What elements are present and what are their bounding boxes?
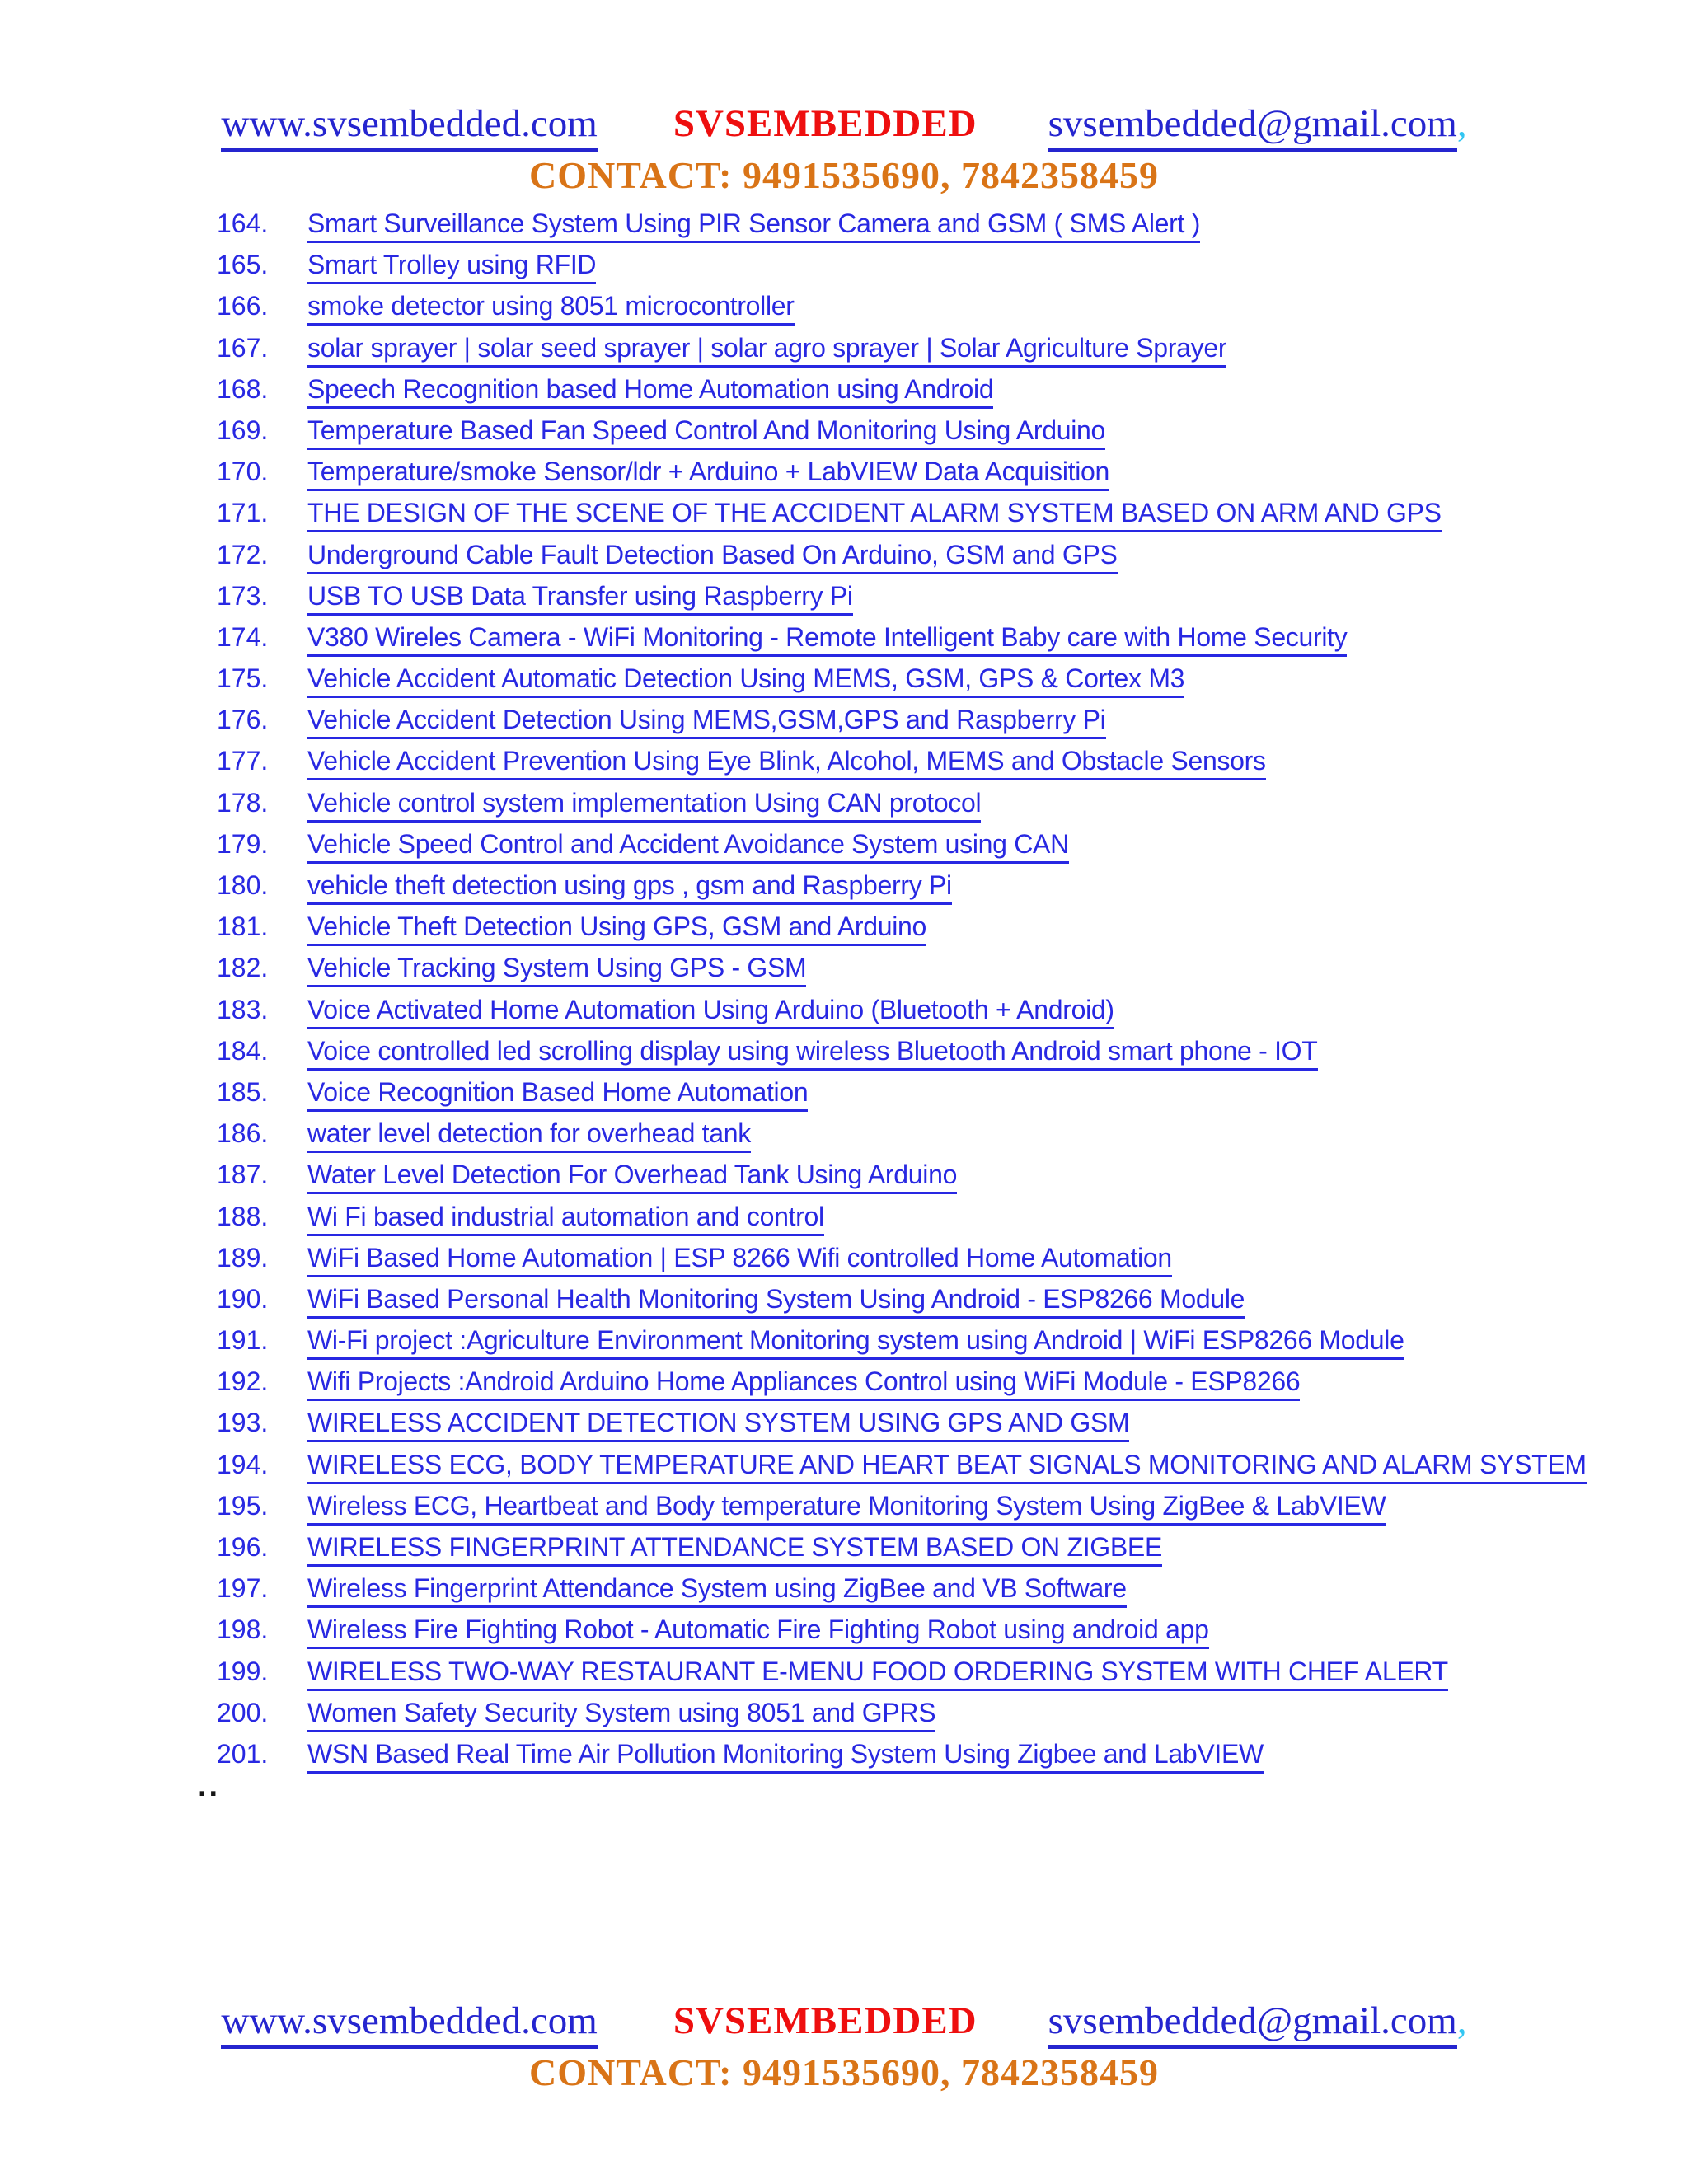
list-item-number: 175. [217,663,269,694]
project-link[interactable]: Voice Activated Home Automation Using Arduino (Bluetooth + Android) [307,995,1114,1029]
project-link[interactable]: WiFi Based Home Automation | ESP 8266 Wifi controlled Home Automation [307,1243,1172,1277]
list-item [217,372,1655,413]
header-website-link[interactable]: www.svsembedded.com [221,102,597,152]
project-link[interactable]: solar sprayer | solar seed sprayer | solar agro sprayer | Solar Agriculture Sprayer [307,333,1226,368]
project-link[interactable]: WIRELESS FINGERPRINT ATTENDANCE SYSTEM BASED ON ZIGBEE [307,1532,1162,1567]
list-item-number: 179. [217,828,269,859]
list-item [217,743,1655,785]
header-contact-line: CONTACT: 9491535690, 7842358459 [528,154,1159,196]
project-link[interactable]: WIRELESS TWO-WAY RESTAURANT E-MENU FOOD ORDERING SYSTEM WITH CHEF ALERT [307,1657,1448,1691]
project-link[interactable]: Vehicle Speed Control and Accident Avoidance System using CAN [307,829,1069,864]
project-link[interactable]: Wi-Fi project :Agriculture Environment Monitoring system using Android | WiFi ESP8266 Module [307,1325,1404,1360]
list-item [217,1736,1655,1778]
list-item [217,992,1655,1033]
list-item-number: 191. [217,1325,269,1356]
footer-line-1 [0,1998,1688,2044]
list-item-number: 174. [217,621,269,652]
list-item [217,330,1655,372]
list-item-number: 165. [217,250,269,280]
list-item-number: 173. [217,580,269,611]
list-item-number: 178. [217,787,269,818]
list-item-number: 171. [217,498,269,528]
list-item-number: 192. [217,1366,269,1397]
footer-contact-line: CONTACT: 9491535690, 7842358459 [528,2051,1159,2093]
list-item [217,1282,1655,1323]
list-item-number: 188. [217,1201,269,1231]
list-item [217,495,1655,537]
project-link[interactable]: Smart Trolley using RFID [307,250,596,284]
list-item [217,661,1655,702]
list-item-number: 194. [217,1449,269,1479]
list-item [217,1654,1655,1695]
list-item-number: 168. [217,373,269,404]
list-item [217,950,1655,991]
list-item [217,702,1655,743]
footer-email-comma: , [1456,1999,1467,2042]
list-item [217,537,1655,579]
header-line-1 [0,101,1688,147]
project-link[interactable]: WIRELESS ACCIDENT DETECTION SYSTEM USING GPS AND GSM [307,1408,1129,1442]
list-item [217,579,1655,620]
project-link[interactable]: WSN Based Real Time Air Pollution Monitoring System Using Zigbee and LabVIEW [307,1739,1264,1774]
list-item [217,288,1655,330]
page-header [0,101,1688,198]
list-item-number: 176. [217,705,269,735]
project-link[interactable]: water level detection for overhead tank [307,1118,751,1153]
project-link[interactable]: Temperature Based Fan Speed Control And Monitoring Using Arduino [307,415,1105,450]
list-item [217,1199,1655,1240]
list-item-number: 183. [217,994,269,1024]
list-item-number: 200. [217,1697,269,1727]
list-item [217,1240,1655,1282]
list-item-number: 196. [217,1532,269,1562]
project-link[interactable]: Temperature/smoke Sensor/ldr + Arduino + LabVIEW Data Acquisition [307,457,1109,491]
list-item-number: 164. [217,209,269,238]
project-link[interactable]: Wireless ECG, Heartbeat and Body temperature Monitoring System Using ZigBee & LabVIEW [307,1491,1386,1526]
list-item-number: 172. [217,539,269,569]
project-link[interactable]: Vehicle Theft Detection Using GPS, GSM and Arduino [307,912,926,946]
list-item [217,620,1655,661]
list-item-number: 199. [217,1656,269,1686]
project-list [217,206,1655,1778]
project-link[interactable]: V380 Wireles Camera - WiFi Monitoring - Remote Intelligent Baby care with Home Security [307,622,1347,657]
project-link[interactable]: Wireless Fire Fighting Robot - Automatic Fire Fighting Robot using android app [307,1615,1209,1649]
list-item [217,1364,1655,1405]
list-item-number: 198. [217,1615,269,1645]
project-link[interactable]: WiFi Based Personal Health Monitoring System Using Android - ESP8266 Module [307,1284,1245,1319]
list-item [217,247,1655,288]
project-link[interactable]: Smart Surveillance System Using PIR Sensor Camera and GSM ( SMS Alert ) [307,209,1200,243]
project-link[interactable]: Vehicle control system implementation Using CAN protocol [307,788,981,823]
project-link[interactable]: Wireless Fingerprint Attendance System using ZigBee and VB Software [307,1573,1127,1608]
list-item-number: 170. [217,457,269,487]
list-item [217,1075,1655,1116]
list-item [217,1157,1655,1198]
list-item-number: 185. [217,1076,269,1107]
header-brand-title: SVSEMBEDDED [673,102,978,145]
list-item-number: 184. [217,1035,269,1066]
list-item [217,454,1655,495]
list-item [217,413,1655,454]
list-item [217,1116,1655,1157]
project-link[interactable]: Underground Cable Fault Detection Based On Arduino, GSM and GPS [307,540,1118,574]
project-link[interactable]: THE DESIGN OF THE SCENE OF THE ACCIDENT ALARM SYSTEM BASED ON ARM AND GPS [307,498,1442,532]
project-link[interactable]: Voice Recognition Based Home Automation [307,1077,808,1112]
list-item-number: 190. [217,1283,269,1314]
project-link[interactable]: Wifi Projects :Android Arduino Home Appliances Control using WiFi Module - ESP8266 [307,1366,1300,1401]
trailing-dots-mark: .. [198,1769,221,1803]
project-link[interactable]: Water Level Detection For Overhead Tank Using Arduino [307,1160,957,1194]
list-item-number: 181. [217,912,269,942]
list-item-number: 189. [217,1242,269,1272]
list-item [217,1612,1655,1653]
project-link[interactable]: Vehicle Tracking System Using GPS - GSM [307,953,806,987]
project-link[interactable]: vehicle theft detection using gps , gsm and Raspberry Pi [307,870,952,905]
list-item [217,1405,1655,1446]
list-item-number: 195. [217,1490,269,1521]
project-link[interactable]: smoke detector using 8051 microcontroller [307,291,795,326]
list-item [217,909,1655,950]
list-item [217,1695,1655,1736]
list-item-number: 169. [217,415,269,445]
list-item-number: 197. [217,1573,269,1604]
project-link[interactable]: Vehicle Accident Automatic Detection Using MEMS, GSM, GPS & Cortex M3 [307,663,1184,698]
list-item-number: 177. [217,746,269,776]
list-item-number: 182. [217,953,269,983]
project-link[interactable]: Wi Fi based industrial automation and control [307,1202,824,1236]
project-link[interactable]: Vehicle Accident Prevention Using Eye Blink, Alcohol, MEMS and Obstacle Sensors [307,746,1266,780]
list-item [217,206,1655,247]
project-link[interactable]: WIRELESS ECG, BODY TEMPERATURE AND HEART BEAT SIGNALS MONITORING AND ALARM SYSTEM [307,1450,1587,1484]
footer-website-link[interactable]: www.svsembedded.com [221,1999,597,2049]
list-item [217,1033,1655,1075]
list-item [217,1571,1655,1612]
footer-email-link[interactable]: svsembedded@gmail.com [1048,1999,1457,2049]
list-item [217,868,1655,909]
list-item [217,1530,1655,1571]
project-link[interactable]: Women Safety Security System using 8051 and GPRS [307,1698,935,1732]
list-item-number: 167. [217,332,269,363]
project-link[interactable]: Speech Recognition based Home Automation using Android [307,374,993,409]
project-link[interactable]: Vehicle Accident Detection Using MEMS,GSM,GPS and Raspberry Pi [307,705,1106,739]
project-link[interactable]: Voice controlled led scrolling display using wireless Bluetooth Android smart phone - IOT [307,1036,1318,1071]
list-item-number: 201. [217,1738,269,1769]
list-item [217,1447,1655,1488]
page-footer [0,1998,1688,2095]
list-item [217,1323,1655,1364]
list-item [217,785,1655,827]
list-item [217,1488,1655,1530]
list-item-number: 186. [217,1118,269,1149]
header-email-link[interactable]: svsembedded@gmail.com [1048,102,1457,152]
list-item-number: 193. [217,1408,269,1438]
header-email-comma: , [1456,102,1467,145]
list-item-number: 166. [217,291,269,321]
list-item [217,827,1655,868]
project-link[interactable]: USB TO USB Data Transfer using Raspberry Pi [307,581,853,616]
list-item-number: 180. [217,870,269,900]
list-item-number: 187. [217,1160,269,1190]
footer-brand-title: SVSEMBEDDED [673,1999,978,2042]
